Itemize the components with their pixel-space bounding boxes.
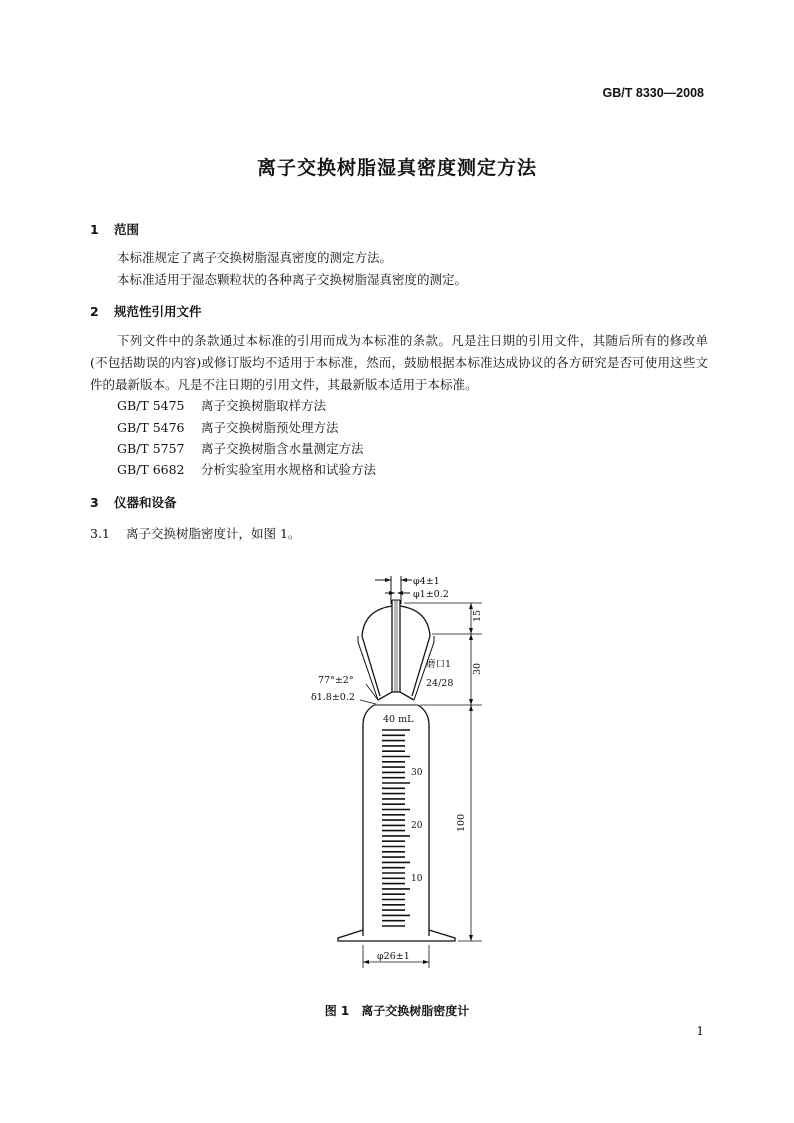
- reference-code: GB/T 5475: [117, 398, 185, 413]
- reference-name: 离子交换树脂取样方法: [201, 398, 327, 413]
- arrowhead: [469, 935, 473, 941]
- graduation-marks: [382, 730, 410, 926]
- cylinder-left-wall: [363, 705, 374, 936]
- scale-label-10: 10: [411, 874, 423, 884]
- section-1-line-1: 本标准规定了离子交换树脂湿真密度的测定方法。: [117, 250, 393, 265]
- ground-joint-label: 磨口1: [426, 659, 452, 670]
- section-title: 仪器和设备: [114, 495, 177, 510]
- stopper-side-left: [362, 636, 380, 696]
- arrowhead: [469, 628, 473, 634]
- ground-joint-size-label: 24/28: [426, 678, 454, 689]
- reference-name: 离子交换树脂预处理方法: [201, 420, 339, 435]
- angle-label: 77°±2°: [318, 675, 354, 686]
- section-title: 规范性引用文件: [114, 304, 202, 319]
- arrowhead: [385, 578, 391, 582]
- arrowhead: [389, 591, 395, 595]
- dim-tube-inner-label: φ1±0.2: [413, 589, 449, 600]
- cylinder-base: [338, 930, 455, 941]
- hook-left: [358, 636, 378, 700]
- page-number: 1: [696, 1024, 704, 1038]
- section-1-line-2: 本标准适用于湿态颗粒状的各种离子交换树脂湿真密度的测定。: [117, 272, 468, 287]
- section-number: 3: [90, 495, 99, 510]
- standard-number: GB/T 8330—2008: [602, 86, 704, 100]
- figure-caption: 图 1 离子交换树脂密度计: [324, 1004, 470, 1018]
- stopper-head-right: [400, 606, 430, 636]
- reference-name: 分析实验室用水规格和试验方法: [201, 462, 377, 477]
- arrowhead: [423, 960, 429, 964]
- arrowhead: [469, 603, 473, 609]
- stopper-head-left: [362, 606, 392, 636]
- wall-thickness-label: δ1.8±0.2: [311, 692, 355, 703]
- arrowhead: [397, 591, 403, 595]
- scale-label-20: 20: [411, 821, 423, 831]
- scale-label-30: 30: [411, 768, 423, 778]
- dim-top-label: 15: [472, 609, 483, 622]
- arrowhead: [401, 578, 407, 582]
- clause-text: 离子交换树脂密度计，如图 1。: [126, 526, 301, 541]
- angle-leader: [366, 684, 378, 700]
- reference-name: 离子交换树脂含水量测定方法: [201, 441, 364, 456]
- section-title: 范围: [114, 222, 140, 237]
- arrowhead: [363, 960, 369, 964]
- section-number: 2: [90, 304, 99, 319]
- reference-code: GB/T 5476: [117, 420, 185, 435]
- ground-joint: [378, 692, 414, 700]
- arrowhead: [469, 699, 473, 705]
- section-number: 1: [90, 222, 99, 237]
- document-title: 离子交换树脂湿真密度测定方法: [256, 157, 537, 179]
- reference-code: GB/T 6682: [117, 462, 185, 477]
- wall-leader: [360, 700, 376, 704]
- dim-tube-outer-label: φ4±1: [413, 576, 440, 587]
- reference-code: GB/T 5757: [117, 441, 185, 456]
- dim-body-label: 100: [456, 813, 467, 832]
- dim-stopper-label: 30: [472, 662, 483, 675]
- arrowhead: [469, 705, 473, 711]
- section-2-paragraph: 下列文件中的条款通过本标准的引用而成为本标准的条款。凡是注日期的引用文件，其随后所有的修改单(不包括勘误的内容)或修订版均不适用于本标准，然而，鼓励根据本标准达成协议的各方研究是否可使用这些文件的最新版本。凡是不注日期的引用文件，其最新版本适用于本标准。: [90, 333, 708, 392]
- capacity-label: 40 mL: [383, 714, 414, 725]
- arrowhead: [469, 634, 473, 640]
- dim-diameter-label: φ26±1: [377, 951, 410, 962]
- clause-number: 3.1: [90, 526, 110, 541]
